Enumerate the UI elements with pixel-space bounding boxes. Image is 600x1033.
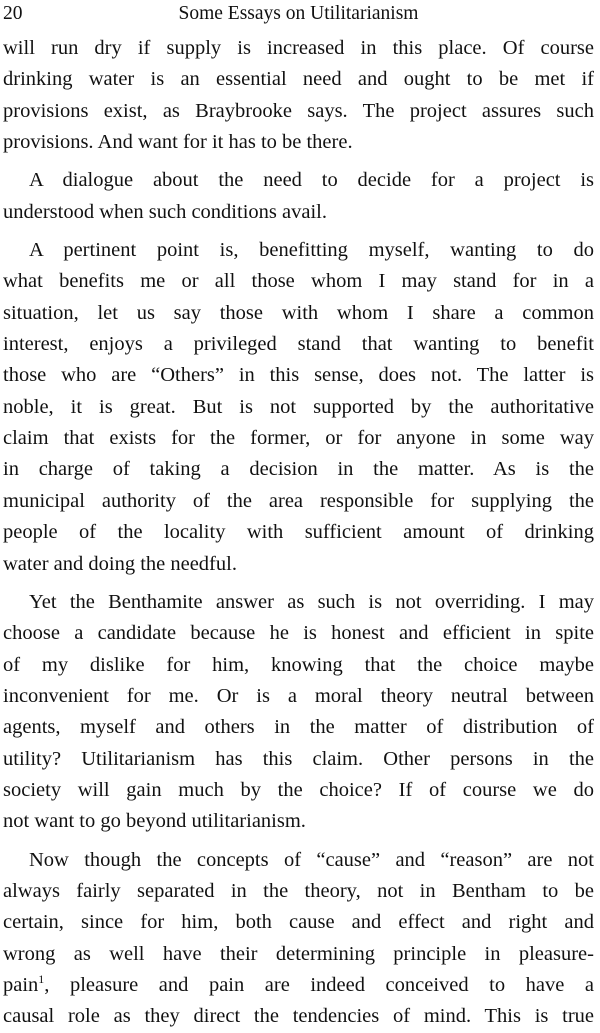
text-line: certain, since for him, both cause and effect and right and xyxy=(3,911,594,934)
text-line: will run dry if supply is increased in this place. Of course xyxy=(3,37,594,59)
text-line: interest, enjoys a privileged stand that wanting to benefit xyxy=(3,333,594,356)
paragraph-gap xyxy=(3,158,594,165)
paragraph xyxy=(3,33,594,158)
text-line: agents, myself and others in the matter of distribution of xyxy=(3,716,594,739)
running-head xyxy=(3,2,594,26)
text-line: wrong as well have their determining principle in pleasure- xyxy=(3,942,594,965)
footnote-text-line xyxy=(3,970,594,1001)
running-title: Some Essays on Utilitarianism xyxy=(178,3,419,24)
text-line: water and doing the needful. xyxy=(3,552,237,575)
text-line: understood when such conditions avail. xyxy=(3,200,327,223)
text-line: causal role as they direct the tendencies of mind. This is true xyxy=(3,1005,594,1028)
text-line: A pertinent point is, benefitting myself, wanting to do xyxy=(29,239,594,262)
text-line: provisions. And want for it has to be there. xyxy=(3,131,353,154)
paragraph xyxy=(3,587,594,838)
text-line: municipal authority of the area responsible for supplying the xyxy=(3,489,594,512)
paragraph-gap xyxy=(3,580,594,587)
footnote-marker[interactable]: 1 xyxy=(38,972,45,987)
text-line: not want to go beyond utilitarianism. xyxy=(3,810,306,833)
text-line: provisions exist, as Braybrooke says. The project assures such xyxy=(3,99,594,122)
text-line: always fairly separated in the theory, not in Bentham to be xyxy=(3,879,594,902)
text-line: what benefits me or all those whom I may stand for in a xyxy=(3,270,594,293)
text-line: utility? Utilitarianism has this claim. Other persons in the xyxy=(3,747,594,770)
text-line: noble, it is great. But is not supported by the authoritative xyxy=(3,395,594,418)
paragraph-gap xyxy=(3,838,594,845)
paragraph xyxy=(3,845,594,1033)
line-segment: pain xyxy=(3,973,39,996)
paragraph-gap xyxy=(3,228,594,235)
paragraph xyxy=(3,165,594,228)
text-line: choose a candidate because he is honest and efficient in spite xyxy=(3,622,594,645)
text-line: those who are “Others” in this sense, does not. The latter is xyxy=(3,364,594,387)
paragraph xyxy=(3,235,594,580)
text-line: Yet the Benthamite answer as such is not overriding. I may xyxy=(29,590,594,613)
text-line: situation, let us say those with whom I share a common xyxy=(3,301,594,324)
page-number: 20 xyxy=(3,3,23,24)
line-segment: , pleasure and pain are indeed conceived to have a xyxy=(44,973,594,996)
text-line: A dialogue about the need to decide for a project is xyxy=(29,169,594,192)
text-line: people of the locality with sufficient amount of drinking xyxy=(3,521,594,544)
text-line: inconvenient for me. Or is a moral theory neutral between xyxy=(3,684,594,707)
text-line: of my dislike for him, knowing that the choice maybe xyxy=(3,653,594,676)
text-line: drinking water is an essential need and ought to be met if xyxy=(3,68,594,91)
text-line: Now though the concepts of “cause” and “reason” are not xyxy=(29,848,594,871)
text-line: claim that exists for the former, or for anyone in some way xyxy=(3,427,594,450)
text-line: society will gain much by the choice? If of course we do xyxy=(3,778,594,801)
text-line: in charge of taking a decision in the matter. As is the xyxy=(3,458,594,481)
body-text xyxy=(3,33,594,1033)
